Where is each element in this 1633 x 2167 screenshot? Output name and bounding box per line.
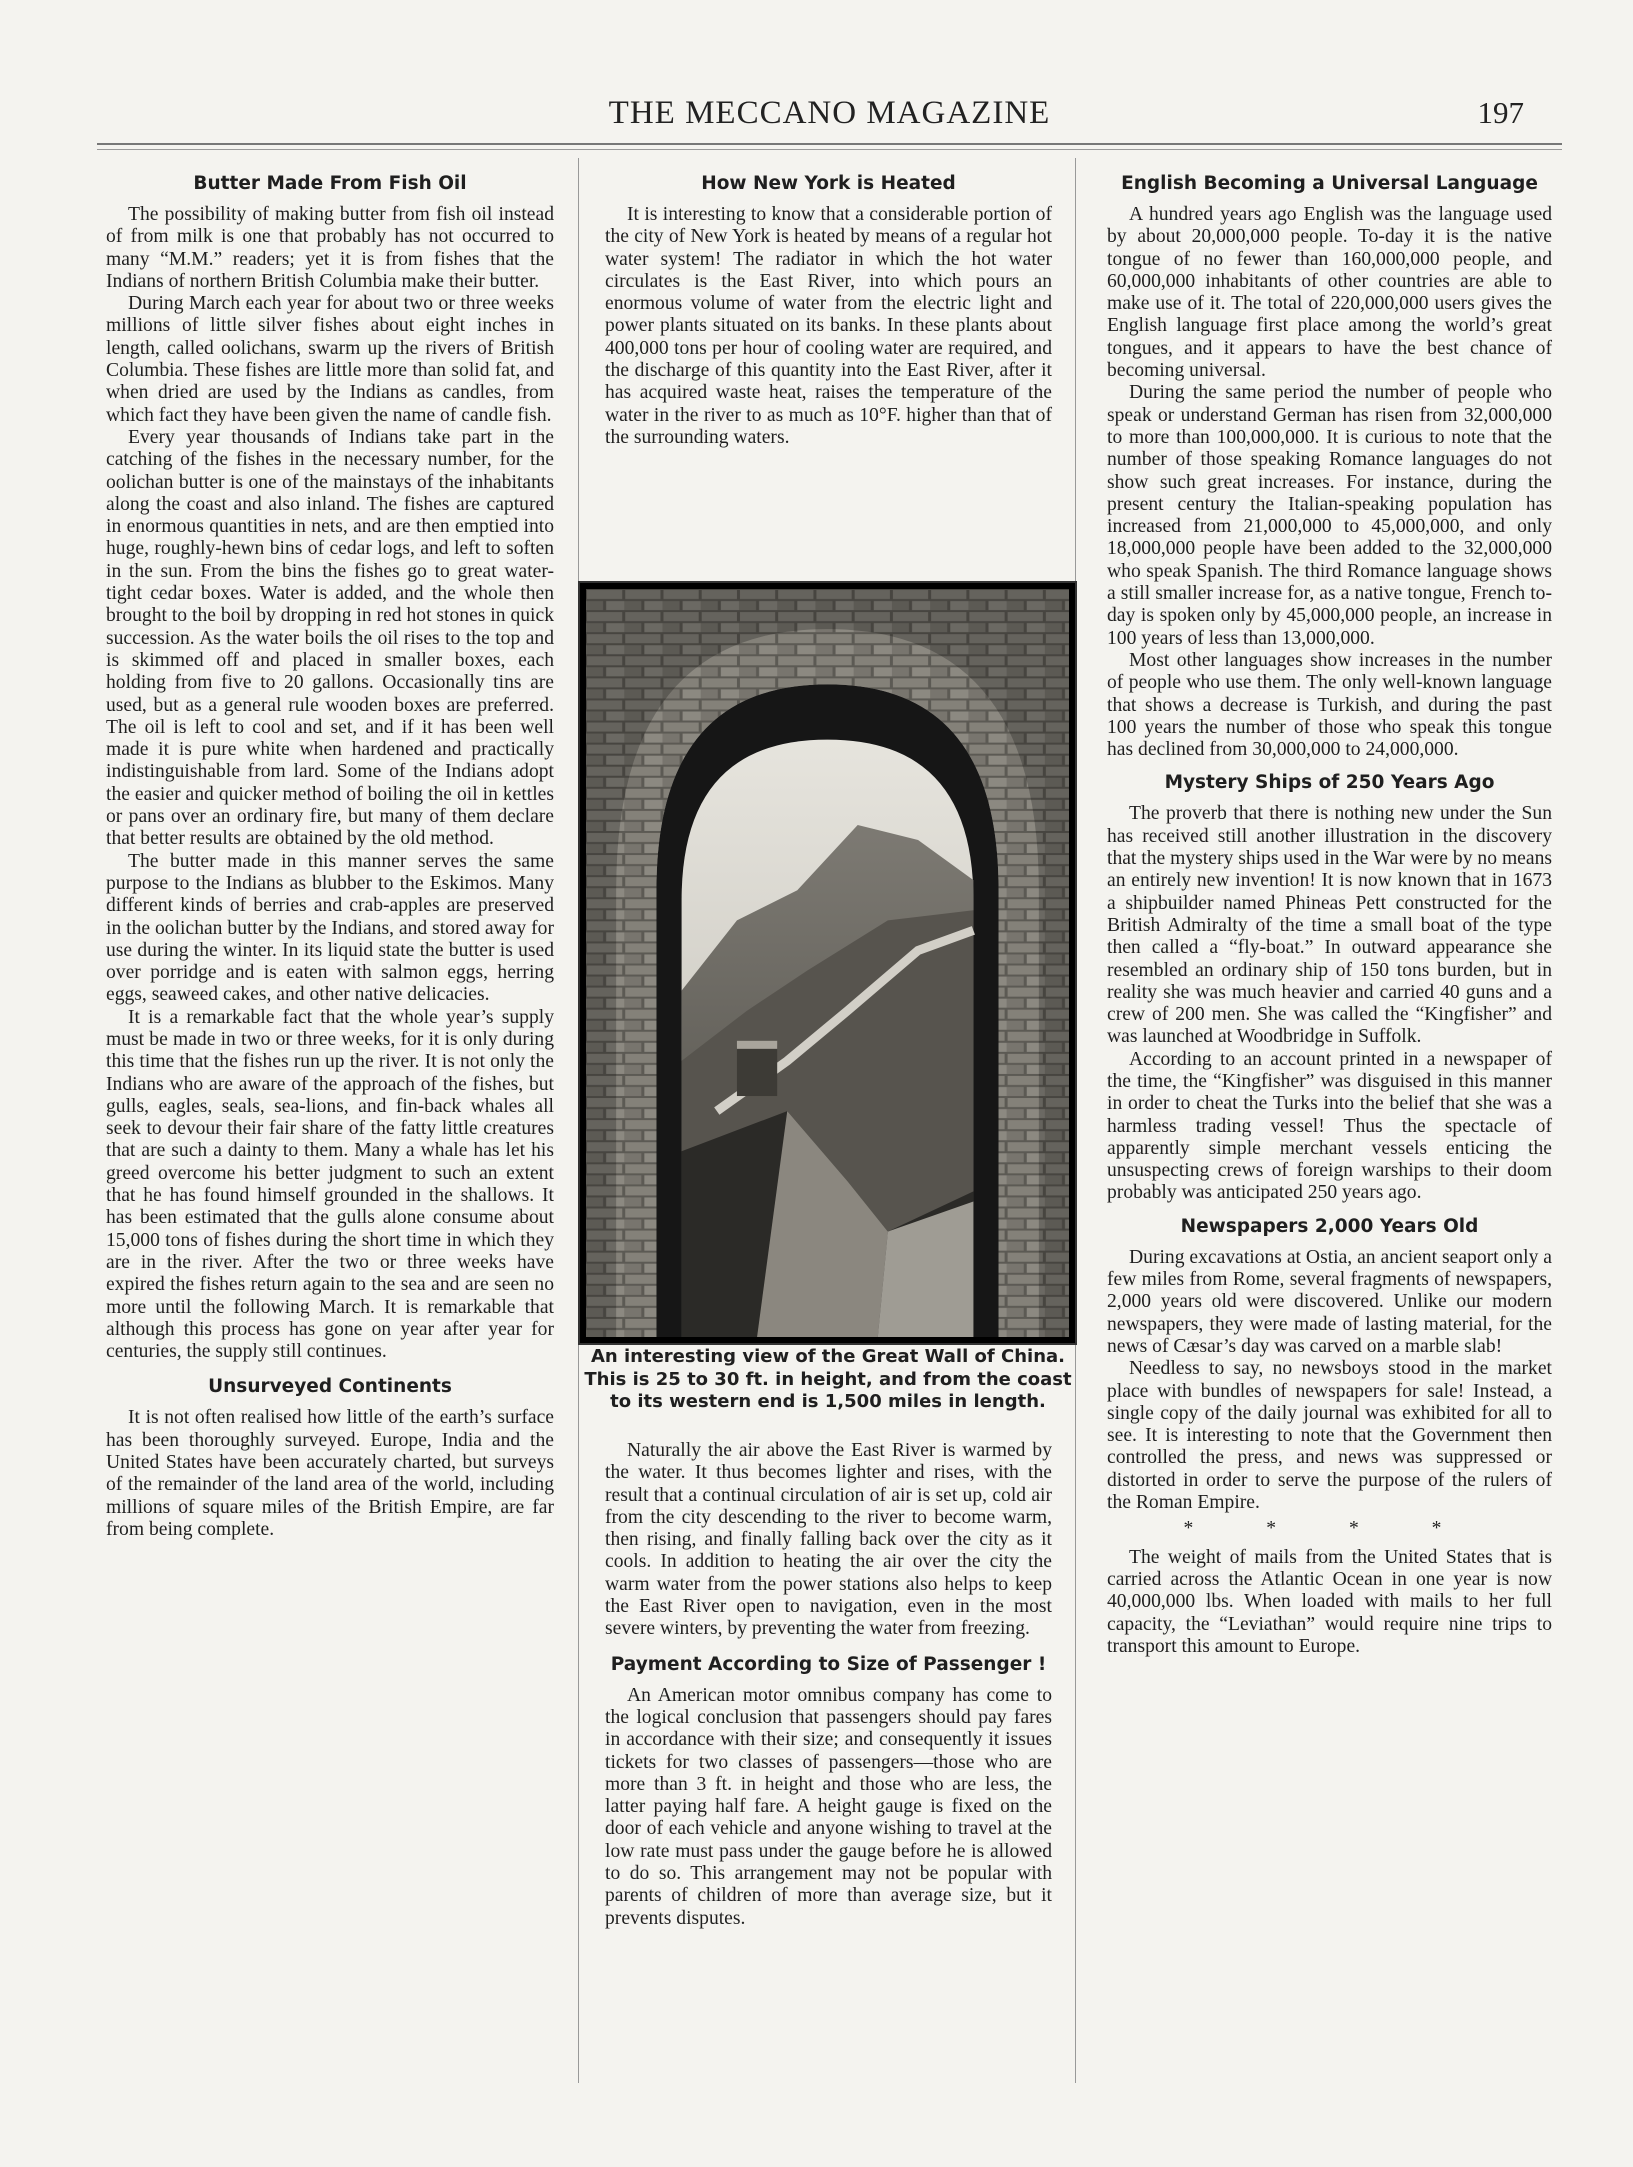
paragraph: According to an account printed in a newspaper of the time, the “Kingfisher” was disguised in this manner in order to cheat the Turks into the belief that she was a harmless trading vessel! Thus the spectacle of apparently simple merchant vessels enticing the unsuspecting crews of foreign warships to their doom probably was anticipated 250 years ago. [1107, 1048, 1552, 1204]
paragraph: The weight of mails from the United States that is carried across the Atlantic Ocean in one year is now 40,000,000 lbs. When loaded with mails to her full capacity, the “Leviathan” would require nine trips to transport this amount to Europe. [1107, 1546, 1552, 1657]
paragraph: During the same period the number of people who speak or understand German has risen from 32,000,000 to more than 100,000,000. It is curious to note that the number of those speaking Romance languages do not show such great increases. For instance, during the present century the Italian-speaking population has increased from 21,000,000 to 45,000,000, and only 18,000,000 people have been added to the 32,000,000 who speak Spanish. The third Romance language shows a still smaller increase for, as a native tongue, French to-day is spoken only by 45,000,000 people, an increase in 100 years of less than 13,000,000. [1107, 382, 1552, 649]
magazine-title: THE MECCANO MAGAZINE [608, 95, 1051, 131]
great-wall-photo [580, 583, 1075, 1343]
column-divider [1075, 158, 1076, 2083]
paragraph: Naturally the air above the East River is warmed by the water. It thus becomes lighter and rises, with the result that a continual circulation of air is set up, cold air from the city descending to the river to become warm, then rising, and finally falling back over the city as it cools. In addition to heating the air over the city the warm water from the power stations also helps to keep the East River open to navigation, even in the most severe winters, by preventing the water from freezing. [605, 1440, 1052, 1640]
article-title-butter: Butter Made From Fish Oil [193, 173, 467, 194]
paragraph: The butter made in this manner serves the same purpose to the Indians as blubber to the Eskimos. Many different kinds of berries and crab-apples are preserved in the oolichan butter by the Indians, and stored away for use during the winter. In its liquid state the butter is used over porridge and is eaten with salmon eggs, herring eggs, seaweed cakes, and other native delicacies. [106, 850, 554, 1006]
paragraph: Every year thousands of Indians take part in the catching of the fishes in the necessary number, for the oolichan butter is one of the mainstays of the inhabitants along the coast and also inland. The fishes are captured in enormous quantities in nets, and are then emptied into huge, roughly-hewn bins of cedar logs, and left to soften in the sun. From the bins the fishes go to great water-tight cedar boxes. Water is added, and the whole then brought to the boil by dropping in red hot stones in quick succession. As the water boils the oil rises to the top and is skimmed off and placed in smaller boxes, each holding from five to 20 gallons. Occasionally tins are used, but as a general rule wooden boxes are preferred. The oil is left to cool and set, and if it has been well made it is pure white when hardened and practically indistinguishable from lard. Some of the Indians adopt the easier and quicker method of boiling the oil in kettles or pans over an ordinary fire, but many of them declare that better results are obtained by the old method. [106, 426, 554, 850]
paragraph: The possibility of making butter from fish oil instead of from milk is one that probably has not occurred to many “M.M.” readers; yet it is from fishes that the Indians of northern British Columbia make their butter. [106, 204, 554, 292]
paragraph: During excavations at Ostia, an ancient seaport only a few miles from Rome, several fragments of newspapers, 2,000 years old were discovered. Unlike our modern newspapers, they were made of lasting material, for the news of Cæsar’s day was carved on a marble slab! [1107, 1246, 1552, 1357]
paragraph: Needless to say, no newsboys stood in the market place with bundles of newspapers for sale! Instead, a single copy of the daily journal was exhibited for all to see. It is interesting to note that the Government then controlled the press, and news was suppressed or distorted in order to serve the purpose of the rulers of the Roman Empire. [1107, 1358, 1552, 1514]
header-rule [97, 143, 1562, 145]
page-number: 197 [1477, 95, 1524, 130]
paragraph: The proverb that there is nothing new under the Sun has received still another illustration in the discovery that the mystery ships used in the War were by no means an entirely new invention! It is now known that in 1673 a shipbuilder named Phineas Pett constructed for the British Admiralty of the time a small boat of the type then called a “fly-boat.” In outward appearance she resembled an ordinary ship of 150 tons burden, but in reality she was much heavier and carried 40 guns and a crew of 200 men. She was called the “Kingfisher” and was launched at Woodbridge in Suffolk. [1107, 803, 1552, 1048]
paragraph: Most other languages show increases in the number of people who use them. The only well-known language that shows a decrease is Turkish, and during the past 100 years the number of those who speak this tongue has declined from 30,000,000 to 24,000,000. [1107, 649, 1552, 761]
photo-caption: An interesting view of the Great Wall of China. This is 25 to 30 ft. in height, and from the coast to its western end is 1,500 miles in length. [584, 1346, 1072, 1412]
column-divider [578, 158, 579, 2083]
section-stars: * * * * [1183, 1518, 1476, 1540]
paragraph: It is interesting to know that a considerable portion of the city of New York is heated by means of a regular hot water system! The radiator in which the hot water circulates is the East River, into which pours an enormous volume of water from the electric light and power plants situated on its banks. In these plants about 400,000 tons per hour of cooling water are required, and the discharge of this quantity into the East River, after it has acquired waste heat, raises the temperature of the water in the river to as much as 10°F. higher than that of the surrounding waters. [605, 204, 1052, 448]
paragraph: A hundred years ago English was the language used by about 20,000,000 people. To-day it is the native tongue of no fewer than 160,000,000 people, and 60,000,000 inhabitants of other countries are able to make use of it. The total of 220,000,000 users gives the English language first place among the world’s great tongues, and it appears to have the best chance of becoming universal. [1107, 204, 1552, 382]
column-middle-bottom [605, 1440, 1052, 1930]
great-wall-image [586, 589, 1069, 1337]
column-right [1107, 168, 1552, 1658]
article-title-heated: How New York is Heated [701, 173, 956, 194]
paragraph: During March each year for about two or three weeks millions of little silver fishes about eight inches in length, called oolichans, swarm up the rivers of British Columbia. These fishes are little more than solid fat, and when dried are used by the Indians as candles, from which fact they have been given the name of candle fish. [106, 293, 554, 426]
page-header [97, 95, 1562, 135]
header-rule-thin [97, 149, 1562, 150]
article-title-payment: Payment According to Size of Passenger ! [610, 1653, 1047, 1675]
article-title-newspapers: Newspapers 2,000 Years Old [1180, 1215, 1479, 1237]
column-left [106, 168, 554, 1541]
paragraph: It is a remarkable fact that the whole year’s supply must be made in two or three weeks, for it is only during this time that the fishes run up the river. It is not only the Indians who are aware of the approach of the fishes, but gulls, eagles, seals, sea-lions, and fin-back whales all seek to devour their fair share of the fatty little creatures that are such a dainty to them. Many a whale has let his greed overcome his better judgment to such an extent that he has found himself grounded in the shallows. It has been estimated that the gulls alone consume about 15,000 tons of fishes during the short time in which they are in the river. After the two or three weeks have expired the fishes return again to the sea and are seen no more until the following March. It is remarkable that although this process has gone on year after year for centuries, the supply still continues. [106, 1006, 554, 1363]
paragraph: An American motor omnibus company has come to the logical conclusion that passengers should pay fares in accordance with their size; and consequently it issues tickets for two classes of passengers—those who are more than 3 ft. in height and those who are less, the latter paying half fare. A height gauge is fixed on the door of each vehicle and anyone wishing to travel at the low rate must pass under the gauge before he is allowed to do so. This arrangement may not be popular with parents of children of more than average size, but it prevents disputes. [605, 1684, 1052, 1929]
article-title-mystery: Mystery Ships of 250 Years Ago [1164, 772, 1495, 794]
column-middle-top [605, 168, 1052, 449]
paragraph: It is not often realised how little of the earth’s surface has been thoroughly surveyed. Europe, India and the United States have been accurately charted, but surveys of the remainder of the land area of the world, including millions of square miles of the British Empire, are far from being complete. [106, 1407, 554, 1540]
article-title-continents: Unsurveyed Continents [208, 1376, 452, 1398]
article-title-english: English Becoming a Universal Language [1121, 173, 1538, 194]
